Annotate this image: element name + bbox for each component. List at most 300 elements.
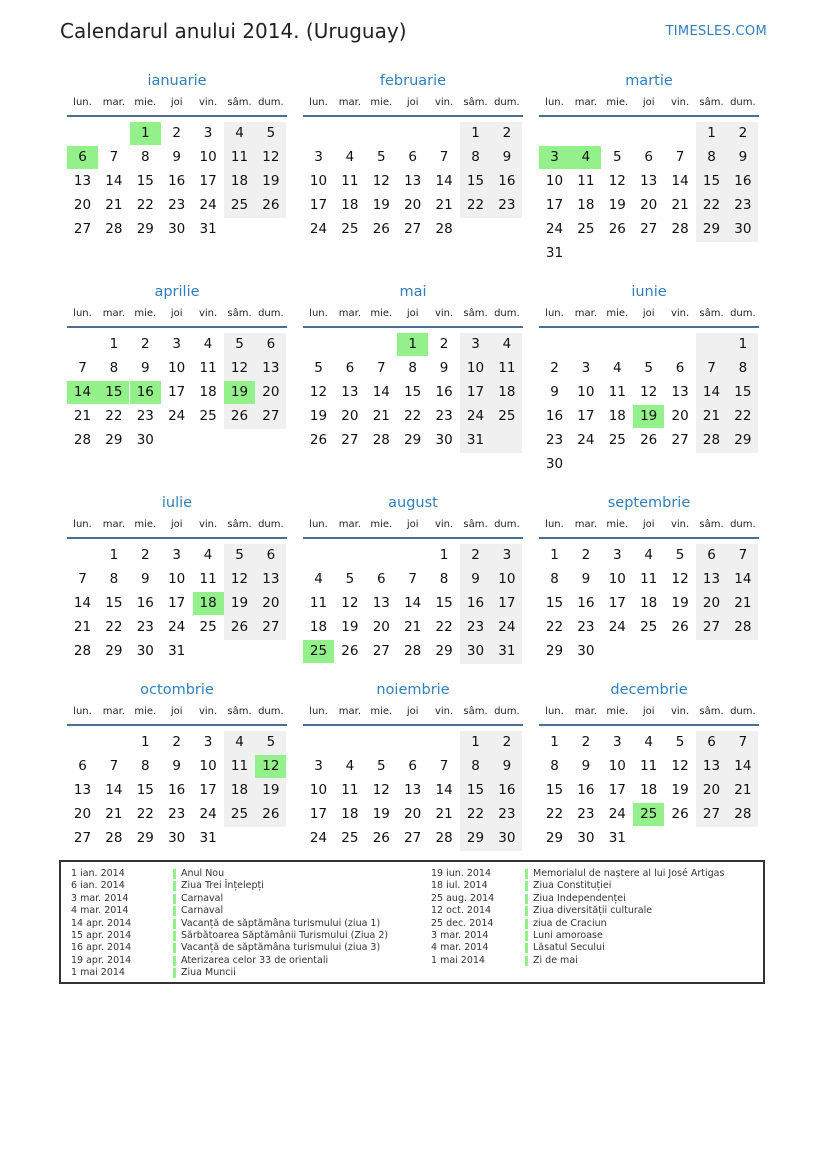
day-cell[interactable]: 3 bbox=[203, 734, 213, 750]
holiday-day-cell[interactable]: 1 bbox=[397, 333, 428, 356]
day-cell[interactable]: 24 bbox=[577, 432, 595, 448]
day-cell[interactable]: 16 bbox=[577, 595, 595, 611]
day-cell[interactable]: 19 bbox=[262, 173, 280, 189]
day-cell[interactable]: 20 bbox=[640, 197, 658, 213]
holiday-day-cell[interactable]: 19 bbox=[633, 405, 664, 428]
holiday-day-cell[interactable]: 6 bbox=[67, 146, 98, 169]
holiday-day-cell[interactable]: 4 bbox=[570, 146, 601, 169]
day-cell[interactable]: 21 bbox=[435, 197, 453, 213]
day-cell[interactable]: 28 bbox=[372, 432, 390, 448]
day-cell[interactable]: 21 bbox=[372, 408, 390, 424]
day-cell[interactable]: 12 bbox=[372, 173, 390, 189]
day-cell[interactable]: 16 bbox=[168, 173, 186, 189]
day-cell[interactable]: 10 bbox=[577, 384, 595, 400]
day-cell[interactable]: 9 bbox=[141, 360, 150, 376]
day-cell[interactable]: 24 bbox=[168, 408, 186, 424]
day-cell[interactable]: 4 bbox=[613, 360, 622, 376]
day-cell[interactable]: 28 bbox=[105, 221, 123, 237]
day-cell[interactable]: 16 bbox=[466, 595, 485, 611]
day-cell[interactable]: 9 bbox=[141, 571, 150, 587]
day-cell[interactable]: 26 bbox=[262, 197, 280, 213]
day-cell[interactable]: 23 bbox=[498, 806, 516, 822]
day-cell[interactable]: 16 bbox=[498, 782, 516, 798]
day-cell[interactable]: 5 bbox=[644, 360, 653, 376]
day-cell[interactable]: 23 bbox=[577, 619, 595, 635]
day-cell[interactable]: 23 bbox=[466, 619, 485, 635]
day-cell[interactable]: 11 bbox=[199, 571, 217, 587]
day-cell[interactable]: 30 bbox=[577, 643, 595, 659]
holiday-day-cell[interactable]: 12 bbox=[255, 755, 286, 778]
day-cell[interactable]: 27 bbox=[372, 643, 390, 659]
day-cell[interactable]: 17 bbox=[466, 384, 485, 400]
day-cell[interactable]: 22 bbox=[435, 619, 453, 635]
day-cell[interactable]: 24 bbox=[466, 408, 485, 424]
day-cell[interactable]: 15 bbox=[734, 384, 752, 400]
holiday-day-cell[interactable]: 18 bbox=[193, 592, 224, 615]
site-link[interactable]: TIMESLES.COM bbox=[665, 24, 767, 39]
day-cell[interactable]: 13 bbox=[73, 782, 92, 798]
day-cell[interactable]: 22 bbox=[734, 408, 752, 424]
day-cell[interactable]: 30 bbox=[545, 456, 564, 472]
day-cell[interactable]: 24 bbox=[498, 619, 516, 635]
holiday-day-cell[interactable]: 1 bbox=[130, 122, 161, 145]
day-cell[interactable]: 12 bbox=[372, 782, 390, 798]
day-cell[interactable]: 30 bbox=[466, 643, 485, 659]
day-cell[interactable]: 11 bbox=[341, 173, 359, 189]
day-cell[interactable]: 27 bbox=[73, 830, 92, 846]
day-cell[interactable]: 18 bbox=[640, 595, 658, 611]
day-cell[interactable]: 14 bbox=[372, 384, 390, 400]
day-cell[interactable]: 26 bbox=[640, 432, 658, 448]
day-cell[interactable]: 26 bbox=[262, 806, 280, 822]
day-cell[interactable]: 19 bbox=[309, 408, 328, 424]
day-cell[interactable]: 2 bbox=[550, 360, 559, 376]
day-cell[interactable]: 2 bbox=[738, 125, 748, 141]
day-cell[interactable]: 22 bbox=[404, 408, 422, 424]
day-cell[interactable]: 8 bbox=[141, 149, 150, 165]
day-cell[interactable]: 13 bbox=[262, 360, 280, 376]
day-cell[interactable]: 26 bbox=[372, 221, 390, 237]
day-cell[interactable]: 28 bbox=[73, 643, 92, 659]
day-cell[interactable]: 14 bbox=[734, 758, 752, 774]
day-cell[interactable]: 15 bbox=[702, 173, 721, 189]
day-cell[interactable]: 20 bbox=[73, 197, 92, 213]
day-cell[interactable]: 28 bbox=[435, 830, 453, 846]
day-cell[interactable]: 17 bbox=[608, 595, 626, 611]
day-cell[interactable]: 7 bbox=[78, 360, 87, 376]
day-cell[interactable]: 16 bbox=[545, 408, 564, 424]
day-cell[interactable]: 24 bbox=[309, 221, 328, 237]
day-cell[interactable]: 11 bbox=[640, 571, 658, 587]
day-cell[interactable]: 29 bbox=[105, 643, 123, 659]
day-cell[interactable]: 22 bbox=[136, 806, 154, 822]
day-cell[interactable]: 19 bbox=[671, 782, 689, 798]
day-cell[interactable]: 10 bbox=[199, 758, 217, 774]
day-cell[interactable]: 15 bbox=[435, 595, 453, 611]
day-cell[interactable]: 26 bbox=[671, 619, 689, 635]
day-cell[interactable]: 16 bbox=[734, 173, 752, 189]
day-cell[interactable]: 27 bbox=[671, 432, 689, 448]
day-cell[interactable]: 29 bbox=[466, 830, 485, 846]
day-cell[interactable]: 23 bbox=[136, 619, 154, 635]
holiday-day-cell[interactable]: 14 bbox=[67, 381, 98, 404]
day-cell[interactable]: 26 bbox=[230, 619, 249, 635]
day-cell[interactable]: 25 bbox=[230, 197, 249, 213]
day-cell[interactable]: 17 bbox=[577, 408, 595, 424]
day-cell[interactable]: 5 bbox=[613, 149, 622, 165]
day-cell[interactable]: 29 bbox=[404, 432, 422, 448]
day-cell[interactable]: 28 bbox=[73, 432, 92, 448]
day-cell[interactable]: 25 bbox=[577, 221, 595, 237]
day-cell[interactable]: 1 bbox=[439, 547, 449, 563]
day-cell[interactable]: 14 bbox=[702, 384, 721, 400]
day-cell[interactable]: 7 bbox=[738, 734, 748, 750]
day-cell[interactable]: 2 bbox=[172, 125, 181, 141]
day-cell[interactable]: 7 bbox=[78, 571, 87, 587]
day-cell[interactable]: 24 bbox=[199, 806, 217, 822]
day-cell[interactable]: 10 bbox=[608, 758, 626, 774]
day-cell[interactable]: 28 bbox=[404, 643, 422, 659]
day-cell[interactable]: 25 bbox=[498, 408, 516, 424]
day-cell[interactable]: 29 bbox=[136, 830, 154, 846]
day-cell[interactable]: 23 bbox=[545, 432, 564, 448]
day-cell[interactable]: 3 bbox=[502, 547, 512, 563]
holiday-day-cell[interactable]: 25 bbox=[633, 803, 664, 826]
day-cell[interactable]: 22 bbox=[105, 408, 123, 424]
day-cell[interactable]: 12 bbox=[341, 595, 359, 611]
day-cell[interactable]: 6 bbox=[644, 149, 653, 165]
day-cell[interactable]: 5 bbox=[266, 734, 276, 750]
day-cell[interactable]: 13 bbox=[341, 384, 359, 400]
day-cell[interactable]: 20 bbox=[372, 619, 390, 635]
day-cell[interactable]: 1 bbox=[550, 547, 559, 563]
day-cell[interactable]: 14 bbox=[734, 571, 752, 587]
day-cell[interactable]: 29 bbox=[702, 221, 721, 237]
day-cell[interactable]: 21 bbox=[73, 619, 92, 635]
day-cell[interactable]: 11 bbox=[577, 173, 595, 189]
day-cell[interactable]: 4 bbox=[644, 547, 653, 563]
day-cell[interactable]: 22 bbox=[545, 619, 564, 635]
holiday-day-cell[interactable]: 3 bbox=[539, 146, 570, 169]
day-cell[interactable]: 30 bbox=[136, 432, 154, 448]
day-cell[interactable]: 2 bbox=[172, 734, 181, 750]
holiday-day-cell[interactable]: 19 bbox=[224, 381, 255, 404]
day-cell[interactable]: 8 bbox=[550, 758, 559, 774]
day-cell[interactable]: 25 bbox=[199, 408, 217, 424]
day-cell[interactable]: 27 bbox=[640, 221, 658, 237]
day-cell[interactable]: 1 bbox=[471, 125, 480, 141]
day-cell[interactable]: 27 bbox=[262, 619, 280, 635]
day-cell[interactable]: 18 bbox=[640, 782, 658, 798]
day-cell[interactable]: 8 bbox=[471, 758, 480, 774]
day-cell[interactable]: 13 bbox=[640, 173, 658, 189]
day-cell[interactable]: 15 bbox=[105, 595, 123, 611]
day-cell[interactable]: 6 bbox=[408, 149, 417, 165]
day-cell[interactable]: 28 bbox=[671, 221, 689, 237]
day-cell[interactable]: 21 bbox=[671, 197, 689, 213]
day-cell[interactable]: 7 bbox=[109, 758, 119, 774]
day-cell[interactable]: 15 bbox=[136, 782, 154, 798]
day-cell[interactable]: 27 bbox=[702, 619, 721, 635]
day-cell[interactable]: 27 bbox=[404, 830, 422, 846]
day-cell[interactable]: 13 bbox=[702, 571, 721, 587]
day-cell[interactable]: 6 bbox=[266, 547, 276, 563]
day-cell[interactable]: 11 bbox=[309, 595, 328, 611]
day-cell[interactable]: 5 bbox=[377, 758, 386, 774]
day-cell[interactable]: 24 bbox=[168, 619, 186, 635]
day-cell[interactable]: 7 bbox=[377, 360, 386, 376]
day-cell[interactable]: 24 bbox=[545, 221, 564, 237]
day-cell[interactable]: 7 bbox=[109, 149, 119, 165]
day-cell[interactable]: 28 bbox=[105, 830, 123, 846]
day-cell[interactable]: 30 bbox=[136, 643, 154, 659]
day-cell[interactable]: 10 bbox=[168, 571, 186, 587]
day-cell[interactable]: 27 bbox=[702, 806, 721, 822]
day-cell[interactable]: 12 bbox=[608, 173, 626, 189]
day-cell[interactable]: 11 bbox=[230, 758, 249, 774]
day-cell[interactable]: 12 bbox=[309, 384, 328, 400]
day-cell[interactable]: 16 bbox=[136, 595, 154, 611]
day-cell[interactable]: 5 bbox=[675, 547, 685, 563]
day-cell[interactable]: 3 bbox=[581, 360, 591, 376]
day-cell[interactable]: 22 bbox=[105, 619, 123, 635]
day-cell[interactable]: 5 bbox=[235, 336, 244, 352]
day-cell[interactable]: 14 bbox=[435, 173, 453, 189]
day-cell[interactable]: 4 bbox=[345, 149, 355, 165]
day-cell[interactable]: 25 bbox=[230, 806, 249, 822]
day-cell[interactable]: 19 bbox=[262, 782, 280, 798]
day-cell[interactable]: 12 bbox=[230, 360, 249, 376]
day-cell[interactable]: 23 bbox=[577, 806, 595, 822]
day-cell[interactable]: 7 bbox=[439, 149, 449, 165]
day-cell[interactable]: 25 bbox=[341, 830, 359, 846]
day-cell[interactable]: 21 bbox=[105, 197, 123, 213]
day-cell[interactable]: 5 bbox=[377, 149, 386, 165]
day-cell[interactable]: 11 bbox=[230, 149, 249, 165]
day-cell[interactable]: 1 bbox=[550, 734, 559, 750]
day-cell[interactable]: 17 bbox=[309, 197, 328, 213]
day-cell[interactable]: 20 bbox=[404, 806, 422, 822]
day-cell[interactable]: 8 bbox=[550, 571, 559, 587]
day-cell[interactable]: 6 bbox=[408, 758, 417, 774]
day-cell[interactable]: 27 bbox=[73, 221, 92, 237]
day-cell[interactable]: 9 bbox=[471, 571, 480, 587]
day-cell[interactable]: 27 bbox=[404, 221, 422, 237]
day-cell[interactable]: 13 bbox=[262, 571, 280, 587]
day-cell[interactable]: 29 bbox=[105, 432, 123, 448]
day-cell[interactable]: 10 bbox=[608, 571, 626, 587]
day-cell[interactable]: 9 bbox=[550, 384, 559, 400]
day-cell[interactable]: 19 bbox=[230, 595, 249, 611]
day-cell[interactable]: 15 bbox=[466, 173, 485, 189]
day-cell[interactable]: 18 bbox=[608, 408, 626, 424]
day-cell[interactable]: 14 bbox=[105, 173, 123, 189]
day-cell[interactable]: 31 bbox=[545, 245, 564, 261]
day-cell[interactable]: 19 bbox=[341, 619, 359, 635]
day-cell[interactable]: 7 bbox=[439, 758, 449, 774]
day-cell[interactable]: 3 bbox=[613, 734, 622, 750]
day-cell[interactable]: 28 bbox=[435, 221, 453, 237]
day-cell[interactable]: 31 bbox=[199, 221, 217, 237]
day-cell[interactable]: 2 bbox=[141, 547, 150, 563]
day-cell[interactable]: 18 bbox=[199, 384, 217, 400]
day-cell[interactable]: 16 bbox=[577, 782, 595, 798]
day-cell[interactable]: 29 bbox=[545, 830, 564, 846]
day-cell[interactable]: 9 bbox=[502, 149, 512, 165]
day-cell[interactable]: 9 bbox=[502, 758, 512, 774]
day-cell[interactable]: 12 bbox=[262, 149, 280, 165]
day-cell[interactable]: 22 bbox=[466, 197, 485, 213]
day-cell[interactable]: 10 bbox=[199, 149, 217, 165]
day-cell[interactable]: 31 bbox=[168, 643, 186, 659]
day-cell[interactable]: 3 bbox=[172, 336, 181, 352]
day-cell[interactable]: 17 bbox=[168, 384, 186, 400]
day-cell[interactable]: 30 bbox=[168, 830, 186, 846]
day-cell[interactable]: 20 bbox=[702, 595, 721, 611]
day-cell[interactable]: 9 bbox=[581, 758, 591, 774]
day-cell[interactable]: 19 bbox=[608, 197, 626, 213]
day-cell[interactable]: 4 bbox=[314, 571, 323, 587]
day-cell[interactable]: 12 bbox=[671, 758, 689, 774]
day-cell[interactable]: 26 bbox=[608, 221, 626, 237]
day-cell[interactable]: 11 bbox=[341, 782, 359, 798]
day-cell[interactable]: 16 bbox=[168, 782, 186, 798]
day-cell[interactable]: 4 bbox=[203, 336, 213, 352]
day-cell[interactable]: 24 bbox=[199, 197, 217, 213]
holiday-day-cell[interactable]: 16 bbox=[130, 381, 161, 404]
day-cell[interactable]: 17 bbox=[545, 197, 564, 213]
day-cell[interactable]: 8 bbox=[738, 360, 748, 376]
day-cell[interactable]: 1 bbox=[738, 336, 748, 352]
day-cell[interactable]: 13 bbox=[404, 782, 422, 798]
day-cell[interactable]: 1 bbox=[109, 336, 119, 352]
holiday-day-cell[interactable]: 25 bbox=[303, 640, 334, 663]
day-cell[interactable]: 10 bbox=[309, 173, 328, 189]
day-cell[interactable]: 27 bbox=[262, 408, 280, 424]
day-cell[interactable]: 18 bbox=[230, 782, 249, 798]
day-cell[interactable]: 14 bbox=[105, 782, 123, 798]
day-cell[interactable]: 13 bbox=[73, 173, 92, 189]
day-cell[interactable]: 26 bbox=[372, 830, 390, 846]
day-cell[interactable]: 5 bbox=[345, 571, 355, 587]
day-cell[interactable]: 22 bbox=[466, 806, 485, 822]
day-cell[interactable]: 6 bbox=[266, 336, 276, 352]
day-cell[interactable]: 15 bbox=[545, 595, 564, 611]
day-cell[interactable]: 5 bbox=[314, 360, 323, 376]
day-cell[interactable]: 18 bbox=[498, 384, 516, 400]
day-cell[interactable]: 6 bbox=[707, 734, 716, 750]
day-cell[interactable]: 16 bbox=[435, 384, 453, 400]
day-cell[interactable]: 24 bbox=[608, 806, 626, 822]
day-cell[interactable]: 18 bbox=[341, 806, 359, 822]
day-cell[interactable]: 4 bbox=[502, 336, 512, 352]
day-cell[interactable]: 1 bbox=[707, 125, 716, 141]
day-cell[interactable]: 4 bbox=[345, 758, 355, 774]
day-cell[interactable]: 11 bbox=[608, 384, 626, 400]
day-cell[interactable]: 18 bbox=[577, 197, 595, 213]
day-cell[interactable]: 7 bbox=[675, 149, 685, 165]
day-cell[interactable]: 1 bbox=[471, 734, 480, 750]
day-cell[interactable]: 31 bbox=[466, 432, 485, 448]
day-cell[interactable]: 14 bbox=[671, 173, 689, 189]
day-cell[interactable]: 23 bbox=[498, 197, 516, 213]
day-cell[interactable]: 8 bbox=[439, 571, 449, 587]
day-cell[interactable]: 21 bbox=[734, 595, 752, 611]
holiday-day-cell[interactable]: 15 bbox=[98, 381, 129, 404]
day-cell[interactable]: 7 bbox=[707, 360, 716, 376]
day-cell[interactable]: 10 bbox=[168, 360, 186, 376]
day-cell[interactable]: 6 bbox=[707, 547, 716, 563]
day-cell[interactable]: 27 bbox=[341, 432, 359, 448]
day-cell[interactable]: 17 bbox=[168, 595, 186, 611]
day-cell[interactable]: 20 bbox=[702, 782, 721, 798]
day-cell[interactable]: 12 bbox=[640, 384, 658, 400]
day-cell[interactable]: 21 bbox=[73, 408, 92, 424]
day-cell[interactable]: 25 bbox=[341, 221, 359, 237]
day-cell[interactable]: 26 bbox=[230, 408, 249, 424]
day-cell[interactable]: 7 bbox=[738, 547, 748, 563]
day-cell[interactable]: 13 bbox=[702, 758, 721, 774]
day-cell[interactable]: 5 bbox=[266, 125, 276, 141]
day-cell[interactable]: 13 bbox=[671, 384, 689, 400]
day-cell[interactable]: 15 bbox=[545, 782, 564, 798]
day-cell[interactable]: 5 bbox=[235, 547, 244, 563]
day-cell[interactable]: 21 bbox=[404, 619, 422, 635]
day-cell[interactable]: 25 bbox=[608, 432, 626, 448]
day-cell[interactable]: 18 bbox=[230, 173, 249, 189]
day-cell[interactable]: 6 bbox=[377, 571, 386, 587]
day-cell[interactable]: 22 bbox=[136, 197, 154, 213]
day-cell[interactable]: 17 bbox=[309, 806, 328, 822]
day-cell[interactable]: 3 bbox=[314, 149, 323, 165]
day-cell[interactable]: 30 bbox=[435, 432, 453, 448]
day-cell[interactable]: 6 bbox=[78, 758, 87, 774]
day-cell[interactable]: 19 bbox=[372, 806, 390, 822]
day-cell[interactable]: 16 bbox=[498, 173, 516, 189]
day-cell[interactable]: 17 bbox=[199, 782, 217, 798]
day-cell[interactable]: 10 bbox=[466, 360, 485, 376]
day-cell[interactable]: 31 bbox=[199, 830, 217, 846]
day-cell[interactable]: 8 bbox=[109, 571, 119, 587]
day-cell[interactable]: 15 bbox=[136, 173, 154, 189]
day-cell[interactable]: 5 bbox=[675, 734, 685, 750]
day-cell[interactable]: 20 bbox=[73, 806, 92, 822]
day-cell[interactable]: 8 bbox=[109, 360, 119, 376]
day-cell[interactable]: 31 bbox=[498, 643, 516, 659]
day-cell[interactable]: 23 bbox=[168, 197, 186, 213]
day-cell[interactable]: 1 bbox=[141, 734, 150, 750]
day-cell[interactable]: 8 bbox=[707, 149, 716, 165]
day-cell[interactable]: 9 bbox=[172, 149, 181, 165]
day-cell[interactable]: 26 bbox=[671, 806, 689, 822]
day-cell[interactable]: 30 bbox=[577, 830, 595, 846]
day-cell[interactable]: 6 bbox=[675, 360, 685, 376]
day-cell[interactable]: 18 bbox=[341, 197, 359, 213]
day-cell[interactable]: 28 bbox=[734, 806, 752, 822]
day-cell[interactable]: 25 bbox=[199, 619, 217, 635]
day-cell[interactable]: 25 bbox=[640, 619, 658, 635]
day-cell[interactable]: 24 bbox=[309, 830, 328, 846]
day-cell[interactable]: 2 bbox=[502, 125, 512, 141]
day-cell[interactable]: 20 bbox=[341, 408, 359, 424]
day-cell[interactable]: 30 bbox=[168, 221, 186, 237]
day-cell[interactable]: 29 bbox=[545, 643, 564, 659]
day-cell[interactable]: 2 bbox=[581, 547, 591, 563]
day-cell[interactable]: 9 bbox=[738, 149, 748, 165]
day-cell[interactable]: 14 bbox=[435, 782, 453, 798]
day-cell[interactable]: 29 bbox=[734, 432, 752, 448]
day-cell[interactable]: 17 bbox=[608, 782, 626, 798]
